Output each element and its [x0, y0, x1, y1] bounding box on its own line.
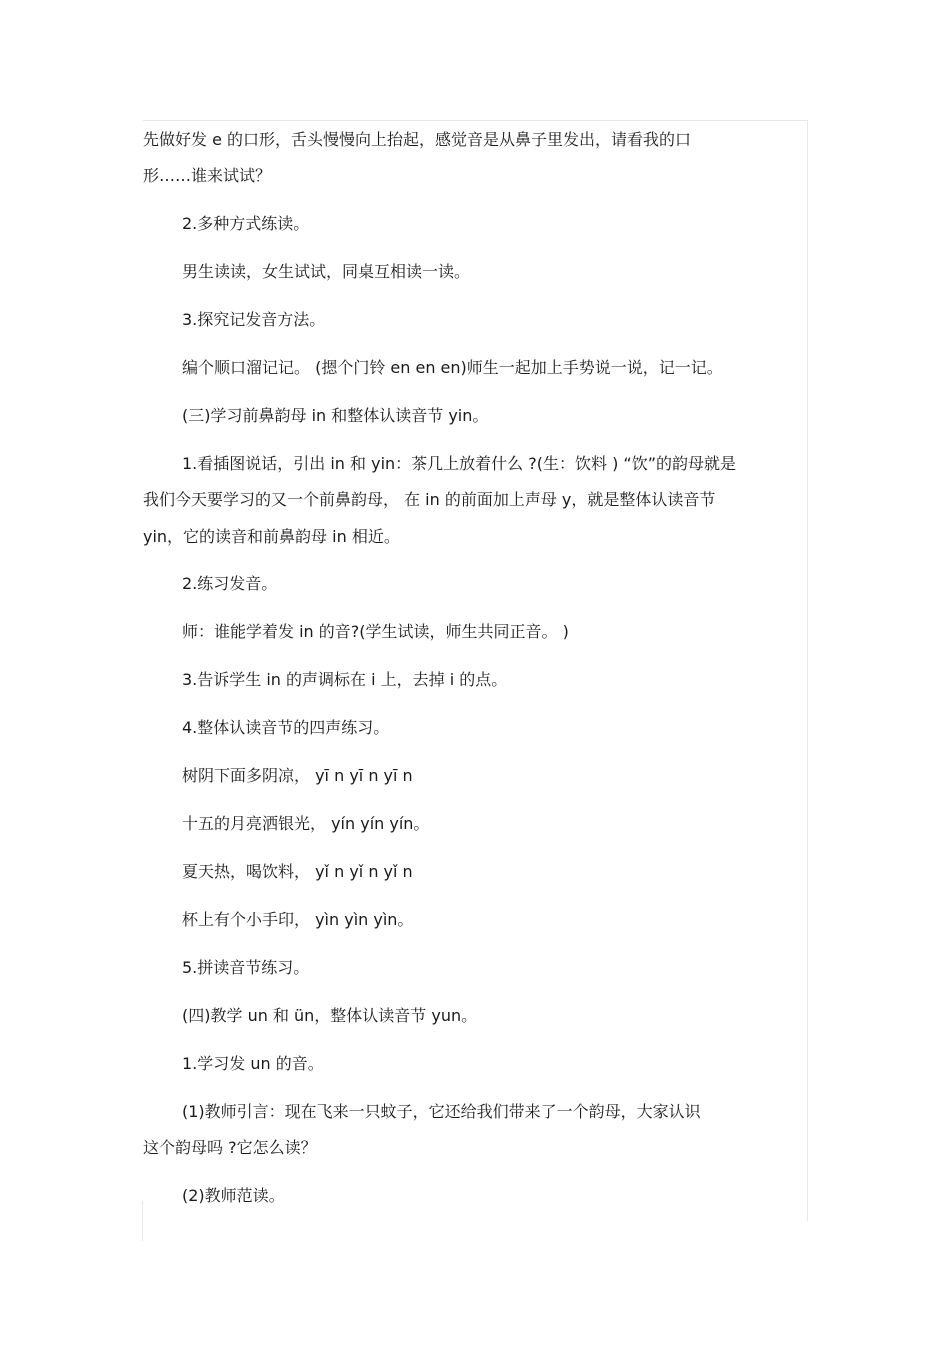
text-line: 3.告诉学生 in 的声调标在 i 上，去掉 i 的点。 [182, 670, 508, 689]
text-line: 先做好发 e 的口形，舌头慢慢向上抬起，感觉音是从鼻子里发出，请看我的口 [143, 130, 692, 149]
text-line: 编个顺口溜记记。 (摁个门铃 en en en)师生一起加上手势说一说，记一记。 [182, 358, 723, 377]
text-line: 这个韵母吗 ?它怎么读？ [143, 1138, 317, 1157]
text-line: 3.探究记发音方法。 [182, 310, 326, 329]
text-line: 我们今天要学习的又一个前鼻韵母， 在 in 的前面加上声母 y，就是整体认读音节 [143, 490, 716, 509]
text-line: 2.多种方式练读。 [182, 214, 310, 233]
text-line: (2)教师范读。 [182, 1186, 285, 1205]
section-heading: (四)教学 un 和 ün，整体认读音节 yun。 [182, 1006, 478, 1025]
rhyme-line: 杯上有个小手印， yìn yìn yìn。 [182, 910, 414, 929]
text-line: 男生读读，女生试试，同桌互相读一读。 [182, 262, 471, 281]
text-line: 5.拼读音节练习。 [182, 958, 310, 977]
text-line: (1)教师引言：现在飞来一只蚊子，它还给我们带来了一个韵母，大家认识 [182, 1102, 701, 1121]
text-line: 师：谁能学着发 in 的音?(学生试读，师生共同正音。 ) [182, 622, 569, 641]
rhyme-line: 夏天热，喝饮料， yǐ n yǐ n yǐ n [182, 862, 413, 881]
text-line: 形……谁来试试？ [143, 166, 272, 185]
text-line: 2.练习发音。 [182, 574, 278, 593]
rhyme-line: 十五的月亮洒银光， yín yín yín。 [182, 814, 430, 833]
text-line: 1.看插图说话，引出 in 和 yin：茶几上放着什么 ?(生：饮料 ) “饮”的韵母就是 [182, 454, 736, 473]
rhyme-line: 树阴下面多阴凉， yī n yī n yī n [182, 766, 413, 785]
text-line: 4.整体认读音节的四声练习。 [182, 718, 390, 737]
text-line: yin，它的读音和前鼻韵母 in 相近。 [143, 527, 400, 546]
text-line: 1.学习发 un 的音。 [182, 1054, 324, 1073]
section-heading: (三)学习前鼻韵母 in 和整体认读音节 yin。 [182, 406, 489, 425]
